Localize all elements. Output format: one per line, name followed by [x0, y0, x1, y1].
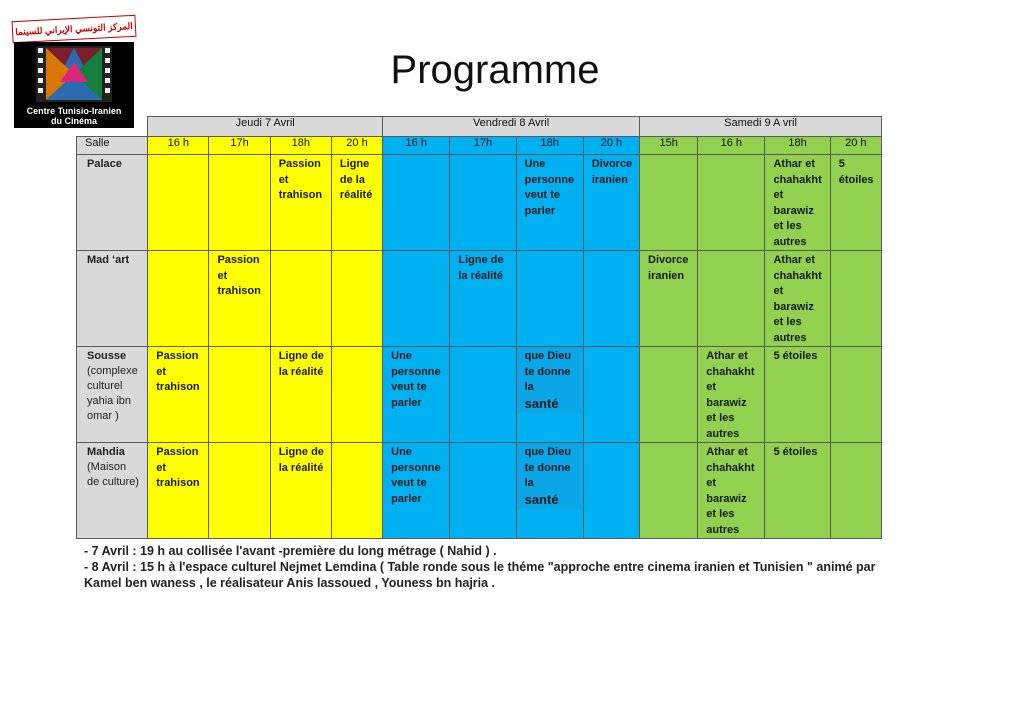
room-name: Palace [87, 158, 122, 170]
film-title: 5 étoiles [773, 350, 818, 362]
day-header-row [77, 117, 882, 137]
film-title: Athar et chahakht et barawiz et les autres [706, 350, 755, 440]
screening-slot [698, 443, 765, 539]
screening-slot [830, 251, 881, 347]
screening-slot [698, 347, 765, 443]
film-title [517, 347, 583, 413]
screening-slot [640, 155, 698, 251]
screening-slot [640, 251, 698, 347]
screening-slot [450, 443, 516, 539]
film-title: Divorce iranien [591, 158, 633, 186]
screening-slot [516, 443, 583, 539]
time-slot: 16 h [383, 137, 450, 155]
room-cell [77, 443, 148, 539]
logo-caption-line2: du Cinéma [50, 116, 97, 126]
screening-slot [331, 443, 382, 539]
screening-slot [765, 443, 830, 539]
room-row-madart [77, 251, 882, 347]
screening-slot [583, 443, 639, 539]
film-title: Athar et chahakht et barawiz et les autres [773, 158, 822, 248]
film-title: Athar et chahakht et barawiz et les autres [773, 254, 822, 344]
film-title-part: santé [524, 395, 559, 411]
film-title: Passion et trahison [156, 446, 200, 489]
screening-slot [583, 155, 639, 251]
screening-slot [765, 155, 830, 251]
film-title: 5 étoiles [773, 446, 818, 458]
film-title: Ligne de la réalité [278, 446, 324, 474]
screening-slot [698, 251, 765, 347]
film-title: Ligne de la réalité [278, 350, 324, 378]
salle-label: Salle [77, 137, 148, 155]
room-name: Mahdia [87, 446, 125, 458]
time-slot: 20 h [583, 137, 639, 155]
film-title [517, 443, 583, 509]
screening-slot [148, 443, 209, 539]
logo-arabic-banner: المركز التونسي الإيراني للسينما [12, 15, 137, 43]
room-row-palace [77, 155, 882, 251]
header-corner [77, 117, 148, 137]
room-row-sousse [77, 347, 882, 443]
room-name: Mad ‘art [87, 254, 130, 266]
film-title: Divorce iranien [648, 254, 689, 282]
screening-slot [450, 251, 516, 347]
screening-slot [209, 251, 270, 347]
time-row [77, 137, 882, 155]
note-line: - 7 Avril : 19 h au collisée l'avant -première du long métrage ( Nahid ) . [84, 544, 497, 558]
screening-slot [331, 347, 382, 443]
time-slot: 17h [450, 137, 516, 155]
film-title: 5 étoiles [838, 158, 874, 186]
event-notes [84, 543, 884, 591]
film-title: Passion et trahison [217, 254, 261, 297]
screening-slot [830, 155, 881, 251]
screening-slot [383, 251, 450, 347]
screening-slot [450, 155, 516, 251]
screening-slot [331, 251, 382, 347]
room-detail: (Maison de culture) [87, 461, 139, 488]
time-slot: 16 h [148, 137, 209, 155]
film-title-part: que Dieu te donne la [524, 350, 572, 393]
time-slot: 18h [516, 137, 583, 155]
page-title: Programme [390, 48, 600, 92]
screening-slot [640, 443, 698, 539]
film-title: Une personne veut te parler [391, 350, 441, 409]
screening-slot [331, 155, 382, 251]
screening-slot [583, 251, 639, 347]
film-title: Ligne de la réalité [458, 254, 504, 282]
film-title-part: que Dieu te donne la [524, 446, 572, 489]
screening-slot [270, 443, 331, 539]
day-header-samedi: Samedi 9 A vril [640, 117, 882, 137]
room-cell [77, 251, 148, 347]
screening-slot [209, 443, 270, 539]
screening-slot [209, 347, 270, 443]
room-cell [77, 155, 148, 251]
programme-table [76, 116, 882, 539]
note-line: - 8 Avril : 15 h à l'espace culturel Nejmet Lemdina ( Table ronde sous le théme "approche entre cinema iranien et Tunisien " animé par Kamel ben waness , le réalisateur Anis lassoued , Youness bn hajria . [84, 560, 876, 590]
film-title: Passion et trahison [278, 158, 323, 201]
room-name: Sousse [87, 350, 127, 362]
screening-slot [148, 155, 209, 251]
screening-slot [148, 251, 209, 347]
screening-slot [583, 347, 639, 443]
screening-slot [516, 251, 583, 347]
screening-slot [270, 347, 331, 443]
film-title: Passion et trahison [156, 350, 200, 393]
film-title: Ligne de la réalité [339, 158, 373, 201]
screening-slot [830, 443, 881, 539]
screening-slot [450, 347, 516, 443]
screening-slot [383, 347, 450, 443]
day-header-vendredi: Vendredi 8 Avril [383, 117, 640, 137]
screening-slot [383, 443, 450, 539]
screening-slot [516, 155, 583, 251]
screening-slot [148, 347, 209, 443]
film-title-part: santé [524, 491, 559, 507]
screening-slot [209, 155, 270, 251]
time-slot: 20 h [331, 137, 382, 155]
room-row-mahdia [77, 443, 882, 539]
logo-caption-line1: Centre Tunisio-Iranien [26, 106, 122, 116]
screening-slot [765, 251, 830, 347]
screening-slot [640, 347, 698, 443]
time-slot: 16 h [698, 137, 765, 155]
screening-slot [270, 155, 331, 251]
film-title: Une personne veut te parler [391, 446, 441, 505]
screening-slot [516, 347, 583, 443]
time-slot: 18h [270, 137, 331, 155]
room-cell [77, 347, 148, 443]
time-slot: 15h [640, 137, 698, 155]
room-detail: (complexe culturel yahia ibn omar ) [87, 365, 138, 422]
film-title: Une personne veut te parler [524, 158, 575, 217]
screening-slot [830, 347, 881, 443]
time-slot: 18h [765, 137, 830, 155]
day-header-jeudi: Jeudi 7 Avril [148, 117, 383, 137]
screening-slot [383, 155, 450, 251]
time-slot: 17h [209, 137, 270, 155]
film-title: Athar et chahakht et barawiz et les autres [706, 446, 755, 536]
screening-slot [765, 347, 830, 443]
screening-slot [270, 251, 331, 347]
time-slot: 20 h [830, 137, 881, 155]
screening-slot [698, 155, 765, 251]
